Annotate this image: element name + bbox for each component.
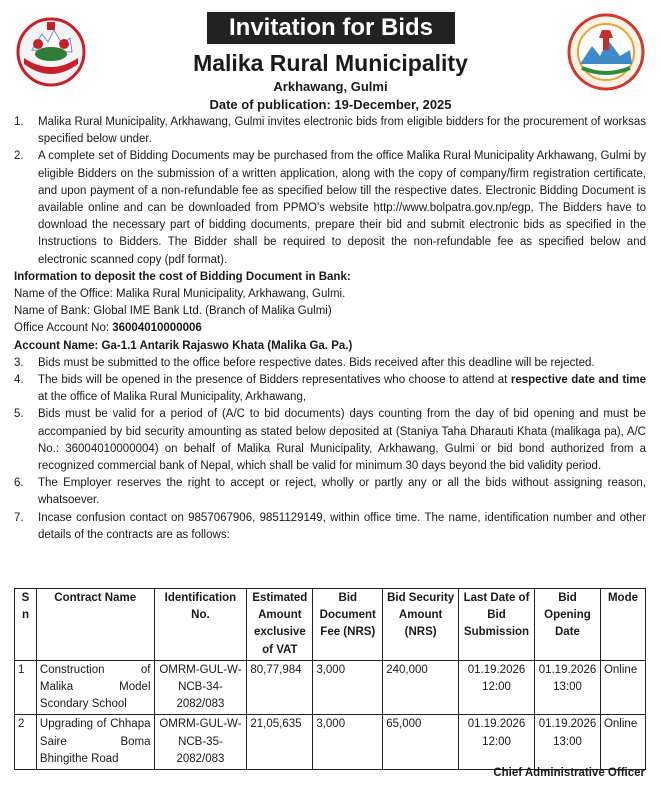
contracts-table (14, 588, 646, 770)
cell-estimated-amount: 21,05,635 (247, 715, 313, 770)
bank-info-heading: Information to deposit the cost of Bidding Document in Bank: (14, 270, 351, 283)
clause-5 (14, 406, 646, 475)
cell-identification: OMRM-GUL-W-NCB-34-2082/083 (154, 660, 247, 715)
account-number: 36004010000006 (112, 322, 202, 335)
banner-title: Invitation for Bids (207, 12, 455, 44)
clause-2 (14, 148, 646, 268)
cell-sn: 2 (15, 715, 37, 770)
clause-text (38, 372, 646, 406)
cell-identification: OMRM-GUL-W-NCB-35-2082/083 (154, 715, 247, 770)
clause-text: Incase confusion contact on 9857067906, 9851129149, within office time. The name, identification number and other details of the contracts are as follows: (38, 511, 646, 541)
cell-contract-name: Construction of Malika Model Scondary School (36, 660, 154, 715)
cell-last-date: 01.19.2026 12:00 (459, 660, 535, 715)
clause-text: Bids must be valid for a period of (A/C to bid documents) days counting from the day of bid opening and must be accompanied by bid security amounting as stated below deposited at (Staniya Taha Dharauti Khata (malikaga pa), A/C No.: 36004010000004) on behalf of Malika Rural Municipality, Arkhawang, Gulmi or bid bond authorized from a recognized commercial bank of Nepal, which shall be valid for minimum 30 days beyond the bid validity period. (38, 408, 646, 473)
clause-text: The Employer reserves the right to accept or reject, wholly or partly any or all the bids without assigning reason, whatsoever. (38, 477, 646, 507)
clause-text: Malika Rural Municipality, Arkhawang, Gulmi invites electronic bids from eligible bidders for the procurement of worksas specified below under. (38, 116, 646, 146)
col-header-last-date: Last Date of Bid Submission (459, 589, 535, 661)
clause-6 (14, 475, 646, 509)
clause-number: 6. (14, 477, 24, 490)
clause-number: 4. (14, 374, 24, 387)
cell-document-fee: 3,000 (313, 715, 383, 770)
table-row (15, 715, 646, 770)
notice-body (14, 114, 646, 544)
col-header-contract-name: Contract Name (36, 589, 154, 661)
clause-number: 5. (14, 408, 24, 421)
col-header-bid-security: Bid Security Amount (NRS) (383, 589, 459, 661)
office-account (14, 320, 646, 337)
municipality-name: Malika Rural Municipality (193, 50, 468, 76)
clause-number: 7. (14, 511, 24, 524)
clause-number: 1. (14, 116, 24, 128)
clause-3 (14, 355, 646, 372)
account-name: Account Name: Ga-1.1 Antarik Rajaswo Khata (Malika Ga. Pa.) (14, 339, 353, 352)
table-header-row (15, 589, 646, 661)
clause-4-part-a: The bids will be opened in the presence of Bidders representatives who choose to attend at (38, 374, 511, 387)
cell-last-date: 01.19.2026 12:00 (459, 715, 535, 770)
signatory-title: Chief Administrative Officer (493, 767, 645, 779)
publication-date: Date of publication: 19-December, 2025 (209, 97, 452, 112)
cell-opening-date: 01.19.2026 13:00 (534, 715, 600, 770)
clause-number: 3. (14, 356, 24, 369)
col-header-estimated-amount: Estimated Amount exclusive of VAT (247, 589, 313, 661)
clause-text: Bids must be submitted to the office before respective dates. Bids received after this deadline will be rejected. (38, 356, 595, 369)
col-header-sn: S n (15, 589, 37, 661)
cell-bid-security: 65,000 (383, 715, 459, 770)
bank-name: Name of Bank: Global IME Bank Ltd. (Branch of Malika Gulmi) (14, 305, 332, 318)
location: Arkhawang, Gulmi (273, 79, 388, 94)
cell-mode: Online (600, 660, 645, 715)
clause-text: A complete set of Bidding Documents may be purchased from the office Malika Rural Municipality Arkhawang, Gulmi by eligible Bidders on the submission of a written application, along with the copy of company/firm registration certificate, and upon payment of a non-refundable fee as specified below till the respective dates. Electronic Bidding Document is available online and can be downloaded from PPMO's website http://www.bolpatra.gov.np/egp, The Bidders have to download the necessary part of bidding documents, prepare their bid and submit electronic bids as specified in the Instructions to Bidders. The Bidder shall be required to deposit the non-refundable fee as specified below and electronic scanned copy (pdf format). (38, 150, 646, 266)
cell-contract-name: Upgrading of Chhapa Saire Boma Bhingithe Road (36, 715, 154, 770)
cell-opening-date: 01.19.2026 13:00 (534, 660, 600, 715)
clause-7 (14, 510, 646, 544)
clause-4 (14, 372, 646, 406)
cell-document-fee: 3,000 (313, 660, 383, 715)
cell-bid-security: 240,000 (383, 660, 459, 715)
clause-1 (14, 114, 646, 148)
col-header-document-fee: Bid Document Fee (NRS) (313, 589, 383, 661)
cell-mode: Online (600, 715, 645, 770)
col-header-mode: Mode (600, 589, 645, 661)
clause-number: 2. (14, 150, 24, 163)
table-row (15, 660, 646, 715)
cell-sn: 1 (15, 660, 37, 715)
account-label: Office Account No: (14, 322, 113, 335)
col-header-identification: Identification No. (154, 589, 247, 661)
clause-4-emphasis: respective date and time (510, 374, 646, 387)
cell-estimated-amount: 80,77,984 (247, 660, 313, 715)
office-name: Name of the Office: Malika Rural Municipality, Arkhawang, Gulmi. (14, 288, 346, 301)
municipality-logo (566, 12, 646, 92)
col-header-opening-date: Bid Opening Date (534, 589, 600, 661)
clause-4-part-c: at the office of Malika Rural Municipality, Arkhawang, (38, 391, 307, 404)
